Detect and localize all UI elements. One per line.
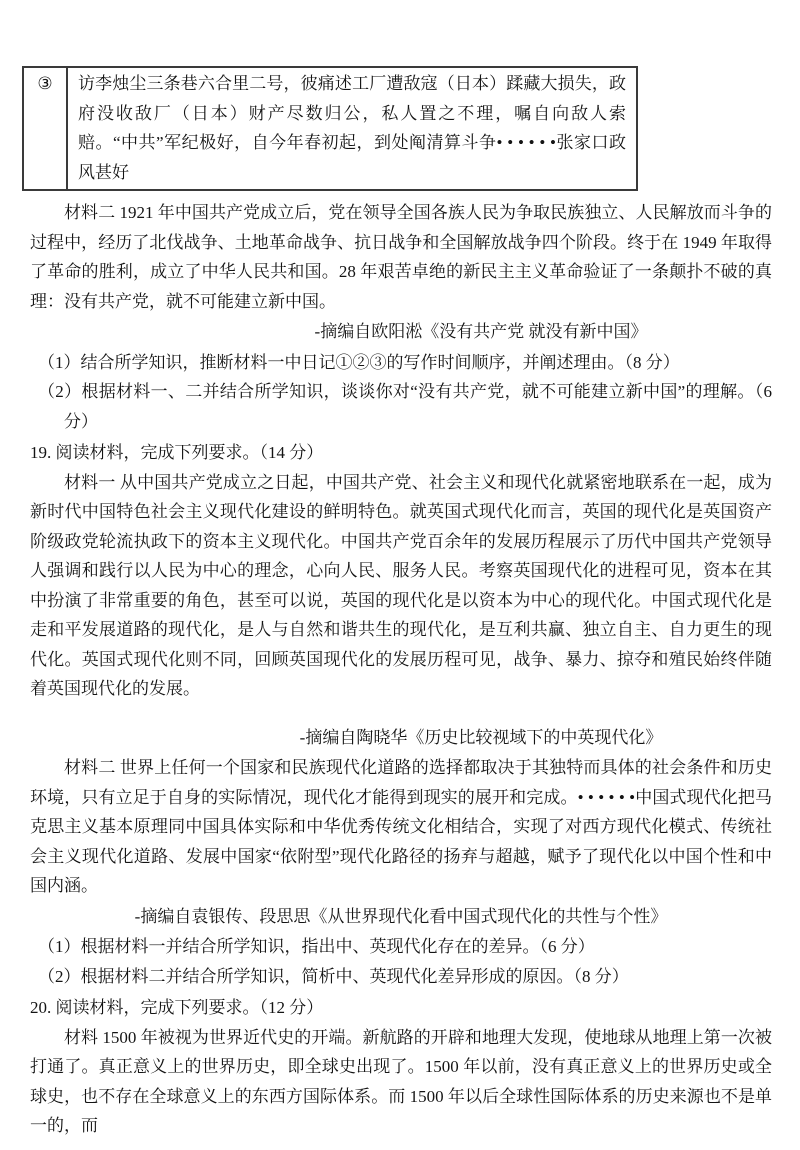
q19-material2-paragraph: 材料二 世界上任何一个国家和民族现代化道路的选择都取决于其独特而具体的社会条件和历史环境，只有立足于自身的实际情况，现代化才能得到现实的展开和完成。• • • • • •中国式现代化把马克思主义基本原理同中国具体实际和中华优秀传统文化相结合，实现了对西方现代化模式、传统社会主义现代化道路、发展中国家“依附型”现代化路径的扬弃与超越，赋予了现代化以中国个性和中国内涵。 [30, 758, 772, 895]
q18-subquestion-1: （1）结合所学知识，推断材料一中日记①②③的写作时间顺序，并阐述理由。（8 分） [38, 352, 680, 372]
q18-material2-paragraph: 材料二 1921 年中国共产党成立后，党在领导全国各族人民为争取民族独立、人民解放而斗争的过程中，经历了北伐战争、土地革命战争、抗日战争和全国解放战争四个阶段。终于在 1949 年取得了革命的胜利，成立了中华人民共和国。28 年艰苦卓绝的新民主主义革命验证了一条颠扑不破的真理：没有共产党，就不可能建立新中国。 [30, 203, 772, 311]
q19-material1-paragraph: 材料一 从中国共产党成立之日起，中国共产党、社会主义和现代化就紧密地联系在一起，成为新时代中国特色社会主义现代化建设的鲜明特色。就英国式现代化而言，英国的现代化是英国资产阶级政党轮流执政下的资本主义现代化。中国共产党百余年的发展历程展示了历代中国共产党领导人强调和践行以人民为中心的理念，心向人民、服务人民。考察英国现代化的进程可见，资本在其中扮演了非常重要的角色，甚至可以说，英国的现代化是以资本为中心的现代化。中国式现代化是走和平发展道路的现代化，是人与自然和谐共生的现代化，是互利共赢、独立自主、自力更生的现代化。英国式现代化则不同，回顾英国现代化的发展历程可见，战争、暴力、掠夺和殖民始终伴随着英国现代化的发展。 [30, 472, 772, 698]
diary-entry-text: 访李烛尘三条巷六合里二号，彼痛述工厂遭敌寇（日本）蹂藏大损失，政府没收敌厂（日本）财产尽数归公，私人置之不理，嘱自向敌人索赔。“中共”军纪极好，自今年春初起，到处阄清算斗争• • • • • •张家口政风甚好 [78, 74, 626, 182]
q19-source-attribution-1: -摘编自陶晓华《历史比较视域下的中英现代化》 [299, 727, 663, 747]
q19-subquestion-1: （1）根据材料一并结合所学知识，指出中、英现代化存在的差异。（6 分） [38, 937, 595, 956]
q19-header: 19. 阅读材料，完成下列要求。（14 分） [30, 443, 324, 462]
q18-subquestion-2: （2）根据材料一、二并结合所学知识，谈谈你对“没有共产党，就不可能建立新中国”的理解。（6 分） [38, 382, 772, 431]
q19-source-attribution-2: -摘编自袁银传、段思思《从世界现代化看中国式现代化的共性与个性》 [134, 906, 668, 926]
q18-source-attribution: -摘编自欧阳淞《没有共产党 就没有新中国》 [314, 322, 648, 341]
diary-entry-number: ③ [24, 68, 68, 189]
q20-header: 20. 阅读材料，完成下列要求。（12 分） [30, 998, 324, 1017]
diary-entry-table [22, 66, 638, 191]
q19-subquestion-2: （2）根据材料二并结合所学知识，简析中、英现代化差异形成的原因。（8 分） [38, 966, 629, 986]
q20-material-paragraph: 材料 1500 年被视为世界近代史的开端。新航路的开辟和地理大发现，使地球从地理上第一次被打通了。真正意义上的世界历史，即全球史出现了。1500 年以前，没有真正意义上的世界历史或全球史，也不存在全球意义上的东西方国际体系。而 1500 年以后全球性国际体系的历史来源也不是单一的，而 [30, 1027, 772, 1135]
